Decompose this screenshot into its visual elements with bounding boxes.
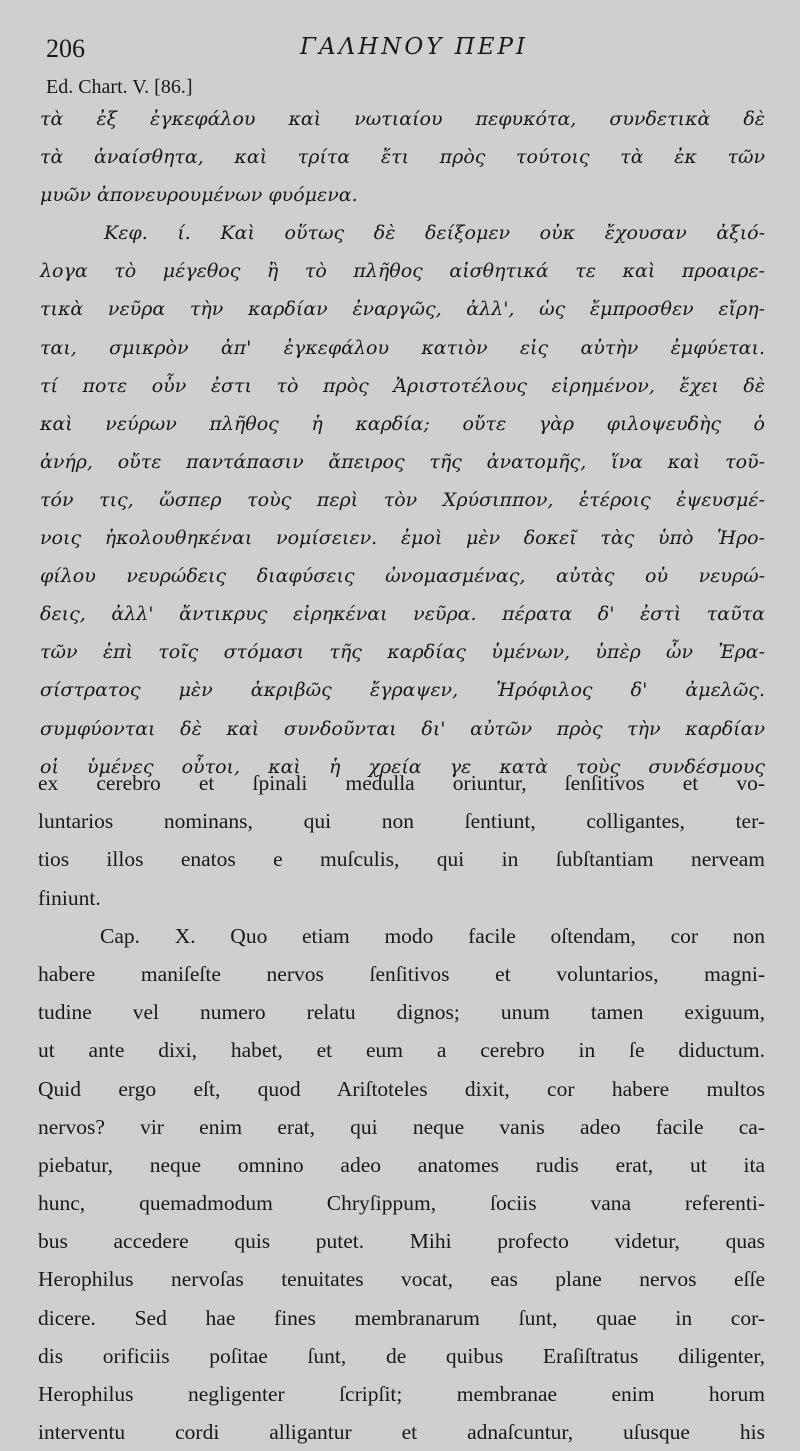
greek-text-line: δεις, ἀλλ' ἄντικρυς εἰρηκέναι νεῦρα. πέρατα δ' ἐστὶ ταῦτα	[40, 603, 765, 626]
latin-text-line: ut ante dixi, habet, et eum a cerebro in ſe diductum.	[38, 1038, 765, 1063]
latin-text-line: habere maniſeſte nervos ſenſitivos et voluntarios, magni-	[38, 961, 765, 986]
edition-reference: Ed. Chart. V. [86.]	[46, 76, 193, 98]
latin-text-line: Cap. X. Quo etiam modo facile oſtendam, cor non	[100, 923, 765, 948]
greek-text-line: οἱ ὑμένες οὗτοι, καὶ ἡ χρεία γε κατὰ τοὺς συνδέσμους	[40, 755, 765, 778]
greek-text-line: τὰ ἀναίσθητα, καὶ τρίτα ἔτι πρὸς τούτοις τὰ ἐκ τῶν	[40, 146, 765, 169]
latin-text-line: nervos? vir enim erat, qui neque vanis adeo facile ca-	[38, 1114, 765, 1139]
latin-text-line: dis orificiis poſitae ſunt, de quibus Eraſiſtratus diligenter,	[38, 1343, 765, 1368]
latin-text-line: luntarios nominans, qui non ſentiunt, colligantes, ter-	[38, 809, 765, 834]
greek-text-line: μυῶν ἀπονευρουμένων φυόμενα.	[40, 184, 358, 207]
latin-text-line: Herophilus negligenter ſcripſit; membranae enim horum	[38, 1382, 765, 1406]
greek-text-line: τικὰ νεῦρα τὴν καρδίαν ἐναργῶς, ἀλλ', ὡς ἔμπροσθεν εἴρη-	[40, 298, 765, 321]
greek-text-line: Κεφ. ί. Καὶ οὕτως δὲ δείξομεν οὐκ ἔχουσαν ἀξιό-	[104, 222, 765, 245]
latin-text-line: hunc, quemadmodum Chryſippum, ſociis vana referenti-	[38, 1191, 765, 1216]
page-header	[40, 34, 760, 64]
latin-text-line: Quid ergo eſt, quod Ariſtoteles dixit, cor habere multos	[38, 1076, 765, 1101]
latin-text-line: tudine vel numero relatu dignos; unum tamen exiguum,	[38, 1000, 765, 1025]
latin-text-line: dicere. Sed hae fines membranarum ſunt, quae in cor-	[38, 1305, 765, 1330]
latin-text-line: tios illos enatos e muſculis, qui in ſubſtantiam nerveam	[38, 847, 765, 872]
greek-text-line: τῶν ἐπὶ τοῖς στόμασι τῆς καρδίας ὑμένων, ὑπὲρ ὧν Ἐρα-	[40, 641, 765, 664]
greek-text-block	[40, 100, 765, 786]
latin-text-line: Herophilus nervoſas tenuitates vocat, eas plane nervos eſſe	[38, 1267, 765, 1292]
latin-text-line: interventu cordi alligantur et adnaſcuntur, uſusque his	[38, 1420, 765, 1445]
latin-text-line: finiunt.	[38, 885, 101, 910]
greek-text-line: συμφύονται δὲ καὶ συνδοῦνται δι' αὐτῶν πρὸς τὴν καρδίαν	[40, 717, 765, 740]
greek-text-line: τὰ ἐξ ἐγκεφάλου καὶ νωτιαίου πεφυκότα, συνδετικὰ δὲ	[40, 108, 765, 130]
greek-text-line: σίστρατος μὲν ἀκριβῶς ἔγραψεν, Ἡρόφιλος δ' ἀμελῶς.	[40, 679, 765, 702]
greek-text-line: φίλου νευρώδεις διαφύσεις ὠνομασμένας, αὐτὰς οὐ νευρώ-	[40, 565, 765, 588]
greek-text-line: καὶ νεύρων πλῆθος ἡ καρδία; οὔτε γὰρ φιλοψευδὴς ὁ	[40, 412, 765, 435]
latin-text-block	[38, 764, 765, 1451]
greek-text-line: τόν τις, ὥσπερ τοὺς περὶ τὸν Χρύσιππον, ἑτέροις ἐψευσμέ-	[40, 488, 765, 511]
latin-text-line: bus accedere quis putet. Mihi profecto videtur, quas	[38, 1229, 765, 1254]
latin-text-line: ex cerebro et ſpinali medulla oriuntur, ſenſitivos et vo-	[38, 771, 765, 795]
running-head: ΓΑΛΗΝΟΥ ΠΕΡΙ	[300, 34, 529, 60]
greek-text-line: νοις ἠκολουθηκέναι νομίσειεν. ἐμοὶ μὲν δοκεῖ τὰς ὑπὸ Ἡρο-	[40, 527, 765, 550]
latin-text-line: piebatur, neque omnino adeo anatomes rudis erat, ut ita	[38, 1152, 765, 1177]
page-number: 206	[46, 34, 85, 63]
greek-text-line: ται, σμικρὸν ἀπ' ἐγκεφάλου κατιὸν εἰς αὐτὴν ἐμφύεται.	[40, 336, 765, 359]
greek-text-line: ἀνήρ, οὔτε παντάπασιν ἄπειρος τῆς ἀνατομῆς, ἵνα καὶ τοῦ-	[40, 450, 765, 473]
greek-text-line: λογα τὸ μέγεθος ἢ τὸ πλῆθος αἰσθητικά τε καὶ προαιρε-	[40, 260, 765, 283]
greek-text-line: τί ποτε οὖν ἐστι τὸ πρὸς Ἀριστοτέλους εἰρημένον, ἔχει δὲ	[40, 374, 765, 397]
